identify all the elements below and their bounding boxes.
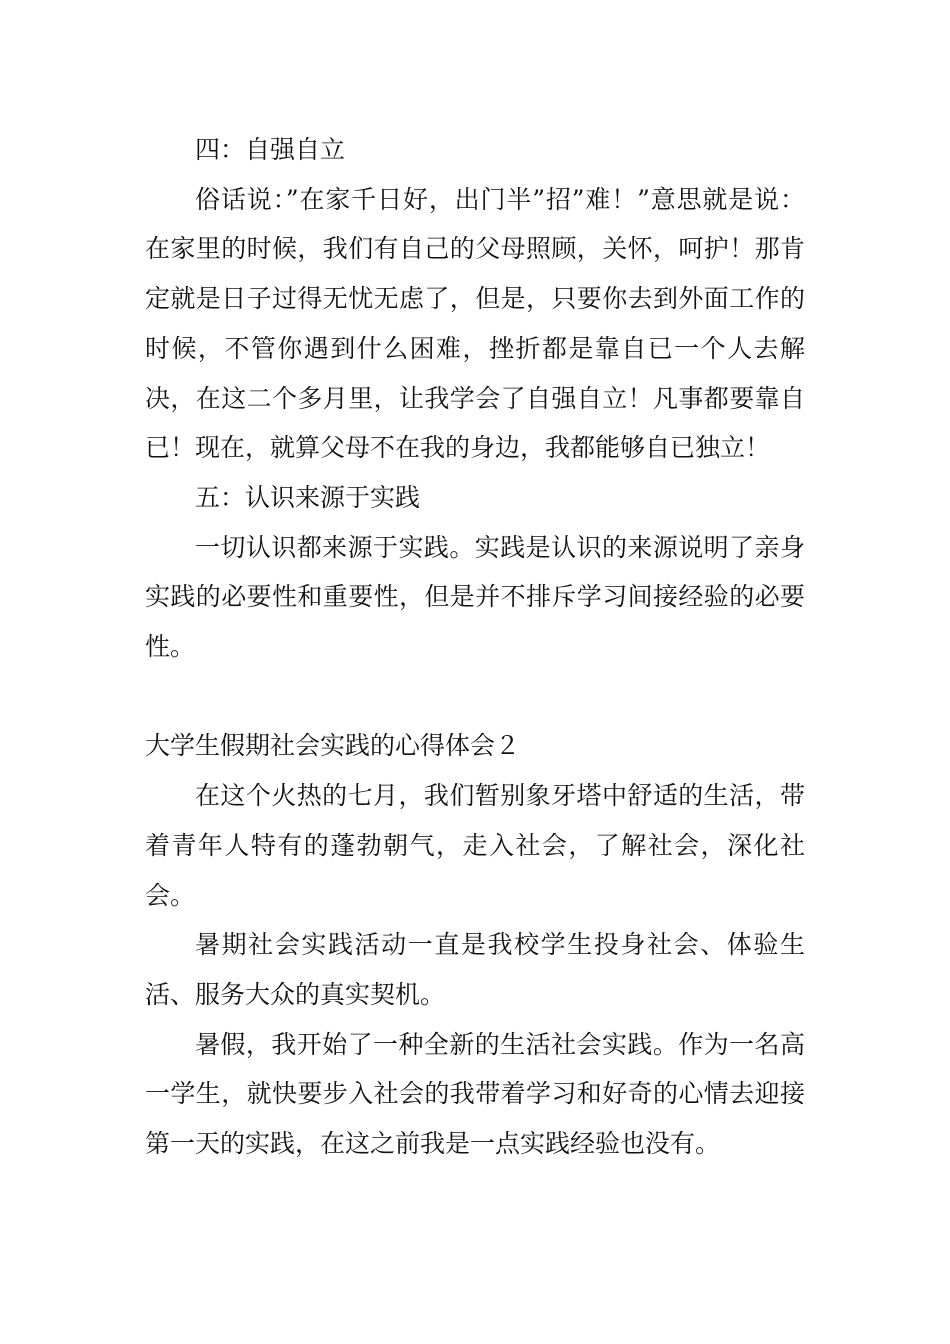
section-heading-self-reliance: 四：自强自立 <box>195 135 346 164</box>
paragraph-self-reliance: 俗话说：”在家千日好，出门半”招”难！”意思就是说：在家里的时候，我们有自己的父母照顾，关怀，呵护！那肯定就是日子过得无忧无虑了，但是，只要你去到外面工作的时候，不管你遇到什么困难，挫折都是靠自已一个人去解决，在这二个多月里，让我学会了自强自立！凡事都要靠自已！现在，就算父母不在我的身边，我都能够自已独立！ <box>145 184 805 463</box>
section-heading-practice: 五：认识来源于实践 <box>195 482 421 512</box>
paragraph-summer-start: 暑假，我开始了一种全新的生活社会实践。作为一名高一学生，就快要步入社会的我带着学习和好奇的心情去迎接第一天的实践，在这之前我是一点实践经验也没有。 <box>145 1029 805 1159</box>
document-title-2: 大学生假期社会实践的心得体会２ <box>145 731 521 761</box>
paragraph-practice: 一切认识都来源于实践。实践是认识的来源说明了亲身实践的必要性和重要性，但是并不排斥学习间接经验的必要性。 <box>145 532 805 662</box>
paragraph-summer-activity: 暑期社会实践活动一直是我校学生投身社会、体验生活、服务大众的真实契机。 <box>145 930 805 1009</box>
document-body <box>145 125 805 1169</box>
section-gap <box>145 672 805 722</box>
paragraph-july: 在这个火热的七月，我们暂别象牙塔中舒适的生活，带着青年人特有的蓬勃朝气，走入社会，了解社会，深化社会。 <box>145 781 805 910</box>
